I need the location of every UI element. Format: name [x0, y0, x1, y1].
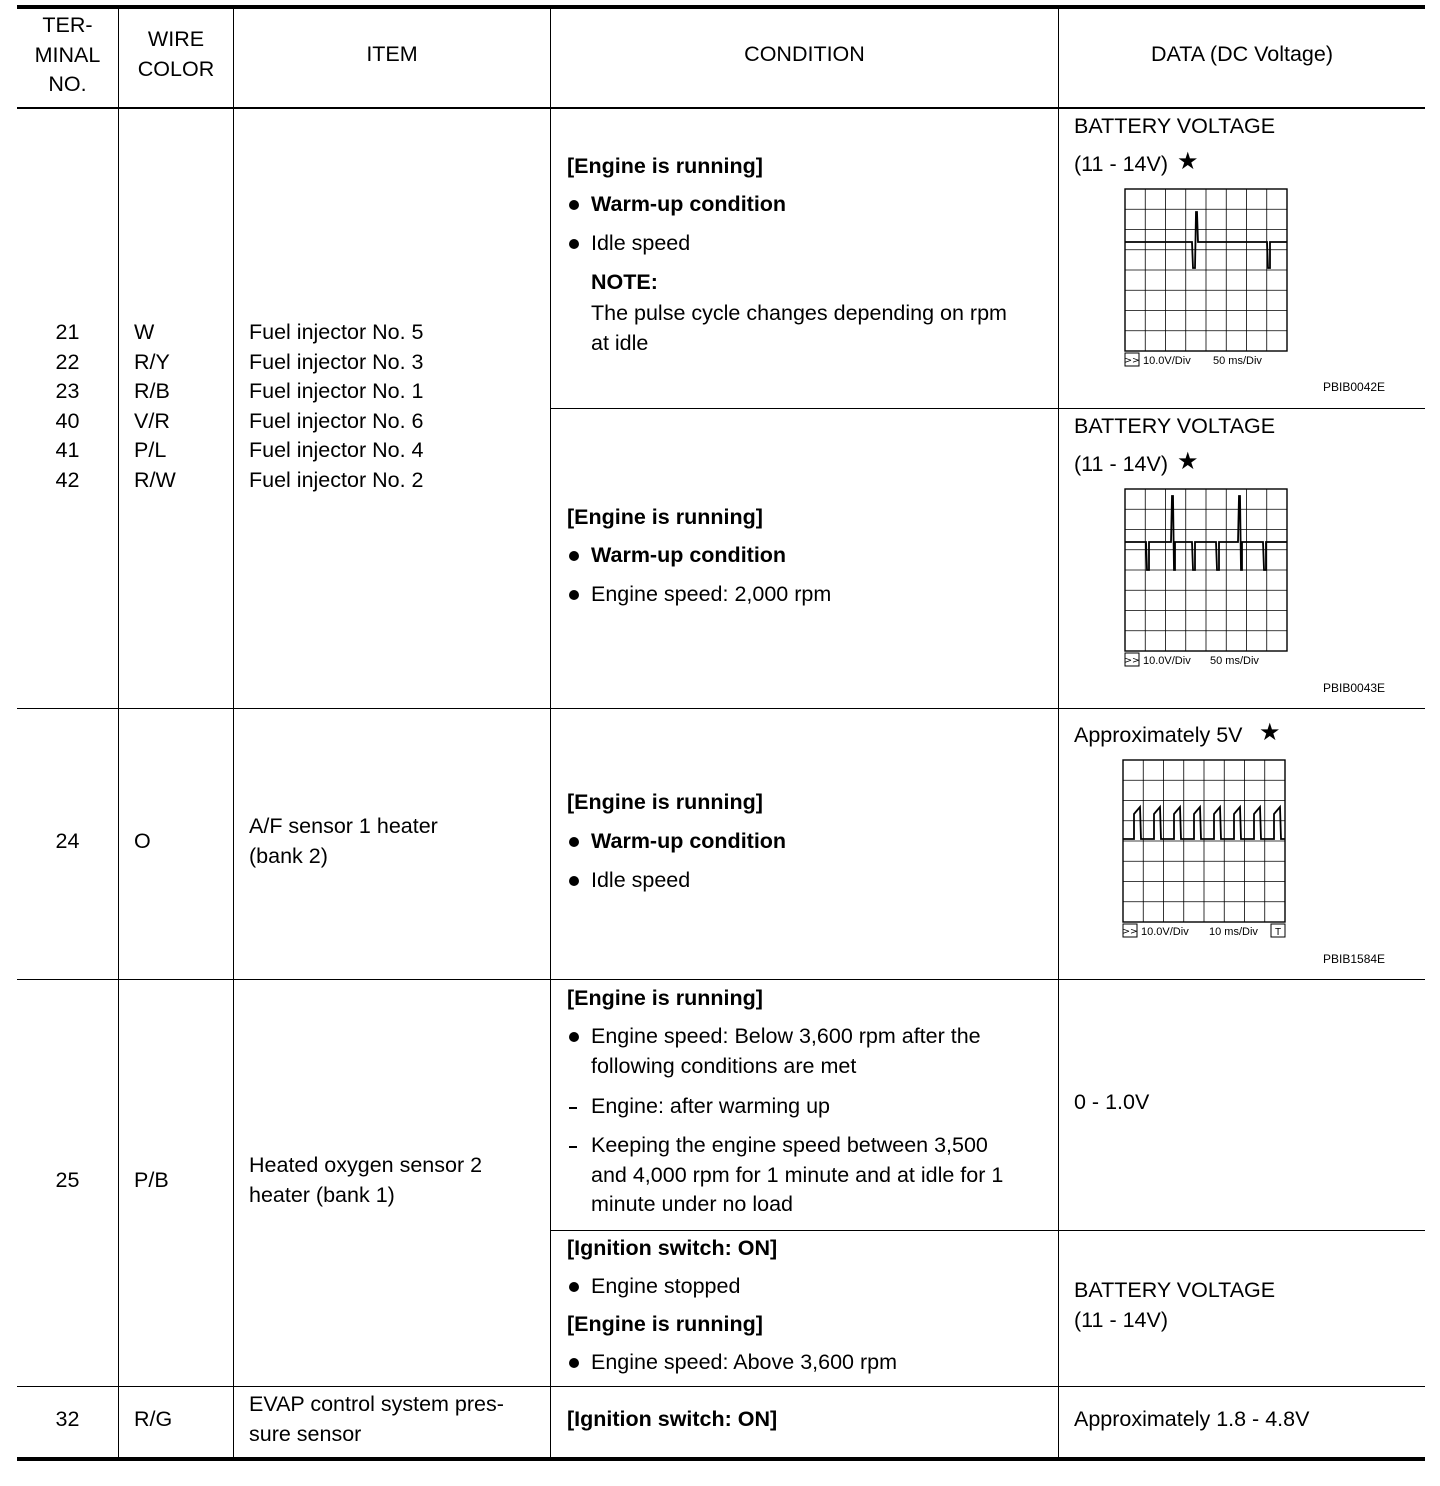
note-text	[591, 299, 1007, 358]
bullet-marker	[569, 1032, 579, 1042]
data-voltage: 0 - 1.0V	[1074, 1090, 1150, 1114]
item-name: Fuel injector No. 1	[249, 379, 424, 403]
wire-color: V/R	[134, 408, 170, 433]
terminal-no: 21	[55, 320, 80, 344]
condition-bullet: Idle speed	[591, 868, 691, 892]
row2-bottom-rule	[17, 979, 1425, 980]
terminal-no: 24	[55, 829, 80, 853]
condition-heading: [Engine is running]	[567, 790, 763, 814]
note-line: at idle	[591, 330, 649, 355]
note-label: NOTE:	[591, 270, 658, 294]
scope-trigger-label: T	[1274, 927, 1282, 938]
bullet-marker	[569, 876, 579, 886]
row3-split-rule	[551, 1230, 1425, 1231]
item-line: (bank 2)	[249, 843, 328, 868]
condition-bullet: Warm-up condition	[591, 192, 787, 216]
header-bottom-rule	[17, 107, 1425, 109]
item-name	[249, 1151, 482, 1210]
item-name	[249, 812, 438, 871]
condition-bullet: Engine speed: 2,000 rpm	[591, 582, 832, 606]
condition-subitem: Engine: after warming up	[591, 1094, 831, 1118]
bullet-marker	[569, 1282, 579, 1292]
figure-code: PBIB0043E	[1323, 681, 1386, 695]
bullet-marker	[569, 239, 579, 249]
item-name: Fuel injector No. 6	[249, 408, 424, 433]
condition-line: following conditions are met	[591, 1053, 857, 1078]
bullet-marker	[569, 200, 579, 210]
wire-color: P/B	[134, 1168, 169, 1192]
item-line: Heated oxygen sensor 2	[249, 1153, 483, 1177]
scope-volts-label: 10.0V/Div	[1143, 655, 1191, 667]
bullet-marker	[569, 551, 579, 561]
condition-bullet: Engine stopped	[591, 1274, 741, 1298]
header-terminal-no	[17, 11, 118, 100]
header-wire-color	[119, 25, 233, 84]
item-line: A/F sensor 1 heater	[249, 814, 438, 838]
table-bottom-rule	[17, 1457, 1425, 1461]
wire-color: R/G	[134, 1407, 173, 1431]
condition-bullet: Idle speed	[591, 231, 691, 255]
condition-heading: [Engine is running]	[567, 1312, 763, 1336]
star-icon: ★	[1259, 719, 1281, 746]
col-divider-4	[1058, 9, 1059, 1457]
scope-time-label: 50 ms/Div	[1213, 355, 1262, 367]
item-line: EVAP control system pres-	[249, 1392, 504, 1416]
header-terminal-line3: NO.	[48, 72, 87, 96]
header-wire-line1: WIRE	[147, 27, 205, 51]
oscilloscope-waveform	[1122, 759, 1288, 946]
row1-terminal-list	[17, 318, 118, 495]
item-name: Fuel injector No. 3	[249, 349, 424, 374]
condition-line: and 4,000 rpm for 1 minute and at idle for 1	[591, 1162, 1004, 1187]
condition-bullet: Engine speed: Above 3,600 rpm	[591, 1350, 897, 1374]
bullet-marker	[569, 590, 579, 600]
item-line: sure sensor	[249, 1421, 362, 1446]
terminal-no: 25	[55, 1168, 80, 1192]
data-line: (11 - 14V)	[1074, 1307, 1168, 1332]
dash-marker	[569, 1107, 577, 1109]
terminal-no: 32	[55, 1407, 80, 1431]
oscilloscope-waveform	[1124, 488, 1290, 675]
col-divider-2	[233, 9, 234, 1457]
oscilloscope-waveform	[1124, 188, 1290, 375]
terminal-no: 41	[55, 438, 80, 462]
item-name: Fuel injector No. 5	[249, 320, 424, 344]
figure-code: PBIB1584E	[1323, 952, 1386, 966]
note-line: The pulse cycle changes depending on rpm	[591, 301, 1007, 325]
condition-heading: [Engine is running]	[567, 986, 763, 1010]
wire-color: W	[134, 320, 155, 344]
data-voltage: BATTERY VOLTAGE	[1074, 114, 1276, 138]
header-terminal-line1: TER-	[42, 13, 93, 37]
condition-subitem	[591, 1131, 1003, 1220]
header-condition: CONDITION	[744, 42, 865, 66]
row1-bottom-rule	[17, 708, 1425, 709]
terminal-no: 40	[55, 408, 80, 433]
wire-color: P/L	[134, 438, 167, 462]
item-name: Fuel injector No. 2	[249, 467, 424, 492]
terminal-no: 23	[55, 379, 80, 403]
scope-arrow-label: >>	[1122, 927, 1138, 937]
data-line: BATTERY VOLTAGE	[1074, 1278, 1276, 1302]
scope-volts-label: 10.0V/Div	[1143, 355, 1191, 367]
scope-arrow-label: >>	[1124, 656, 1140, 666]
bullet-marker	[569, 1358, 579, 1368]
data-voltage: Approximately 5V	[1074, 723, 1243, 747]
condition-line: Keeping the engine speed between 3,500	[591, 1133, 988, 1157]
scope-volts-label: 10.0V/Div	[1141, 926, 1189, 938]
header-data: DATA (DC Voltage)	[1150, 42, 1333, 66]
condition-heading: [Ignition switch: ON]	[567, 1236, 778, 1260]
header-item: ITEM	[366, 42, 418, 66]
condition-heading: [Engine is running]	[567, 154, 763, 178]
terminal-data-table	[17, 5, 1425, 1461]
row3-bottom-rule	[17, 1386, 1425, 1387]
scope-time-label: 10 ms/Div	[1209, 926, 1258, 938]
star-icon: ★	[1177, 448, 1199, 475]
condition-heading: [Engine is running]	[567, 505, 763, 529]
terminal-no: 22	[55, 349, 80, 374]
scope-time-label: 50 ms/Div	[1210, 655, 1259, 667]
condition-bullet: Warm-up condition	[591, 829, 787, 853]
item-name	[249, 1390, 504, 1449]
data-voltage-range: (11 - 14V)	[1074, 152, 1168, 176]
condition-bullet	[591, 1022, 981, 1081]
data-voltage: BATTERY VOLTAGE	[1074, 414, 1276, 438]
data-voltage-range: (11 - 14V)	[1074, 452, 1168, 476]
figure-code: PBIB0042E	[1323, 380, 1386, 394]
dash-marker	[569, 1146, 577, 1148]
col-divider-1	[118, 9, 119, 1457]
star-icon: ★	[1177, 148, 1199, 175]
col-divider-3	[550, 9, 551, 1457]
condition-line: minute under no load	[591, 1192, 794, 1216]
condition-line: Engine speed: Below 3,600 rpm after the	[591, 1024, 981, 1048]
condition-bullet: Warm-up condition	[591, 543, 787, 567]
wire-color: O	[134, 829, 151, 853]
header-terminal-line2: MINAL	[34, 42, 101, 67]
data-voltage: Approximately 1.8 - 4.8V	[1074, 1407, 1310, 1431]
row1-split-rule	[551, 408, 1425, 409]
header-wire-line2: COLOR	[137, 56, 215, 81]
wire-color: R/Y	[134, 349, 170, 374]
wire-color: R/B	[134, 379, 170, 403]
item-line: heater (bank 1)	[249, 1182, 395, 1207]
table-top-rule	[17, 5, 1425, 9]
terminal-no: 42	[55, 467, 80, 492]
item-name: Fuel injector No. 4	[249, 438, 424, 462]
row1-item-list	[249, 318, 423, 495]
bullet-marker	[569, 837, 579, 847]
data-voltage	[1074, 1276, 1275, 1335]
wire-color: R/W	[134, 467, 176, 492]
scope-arrow-label: >>	[1124, 356, 1140, 366]
condition-heading: [Ignition switch: ON]	[567, 1407, 778, 1431]
row1-wire-list	[134, 318, 176, 495]
